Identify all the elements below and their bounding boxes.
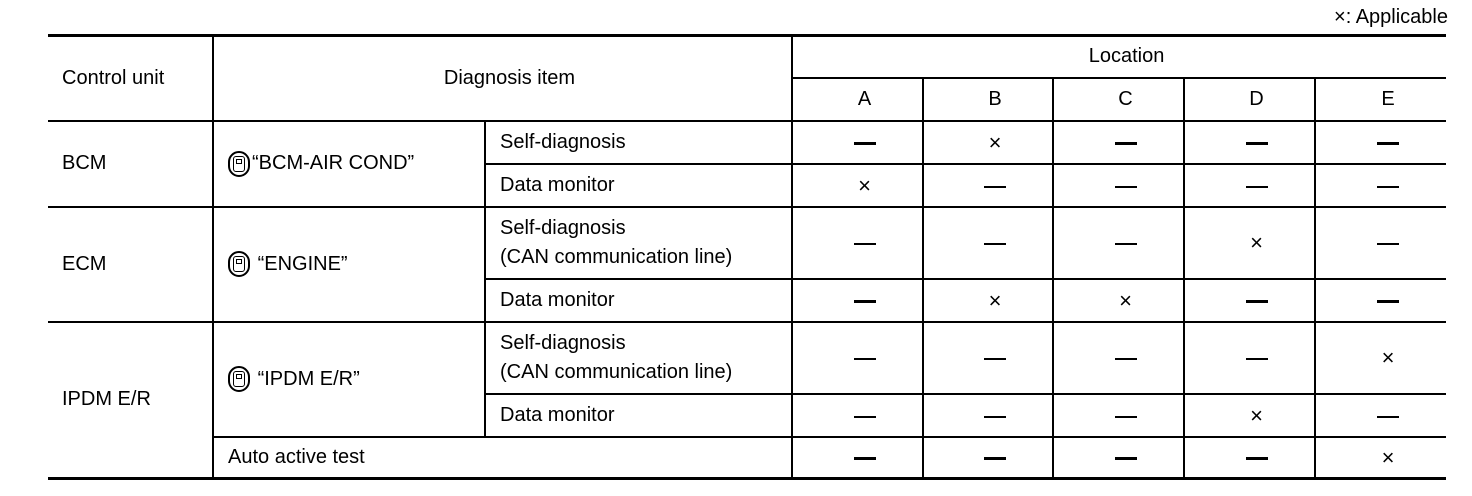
not-applicable-dash (1115, 358, 1137, 360)
table-row (48, 437, 1446, 479)
not-applicable-dash (984, 416, 1006, 418)
not-applicable-dash (854, 142, 876, 145)
mark-cell (1053, 207, 1184, 279)
applicable-mark: × (1250, 402, 1263, 428)
consult-tool-icon (228, 251, 250, 277)
mark-cell (792, 121, 923, 164)
diag-item-line: (CAN communication line) (500, 360, 733, 383)
diag-item-ecm-self-diagnosis (485, 207, 792, 279)
mark-cell (923, 207, 1053, 279)
header-location-d: D (1184, 78, 1315, 121)
not-applicable-dash (1246, 300, 1268, 303)
mark-cell (1184, 437, 1315, 479)
mark-cell (792, 207, 923, 279)
consult-item-ecm (213, 207, 485, 322)
not-applicable-dash (984, 186, 1006, 188)
mark-cell (1184, 394, 1315, 437)
applicable-mark: × (1381, 444, 1395, 470)
control-unit-bcm: BCM (48, 121, 213, 207)
applicable-mark: × (1250, 230, 1263, 255)
applicable-mark: × (1119, 287, 1132, 313)
header-control-unit: Control unit (48, 36, 213, 121)
mark-cell (923, 121, 1053, 164)
header-location: Location (792, 36, 1446, 78)
not-applicable-dash (854, 358, 876, 360)
not-applicable-dash (1246, 186, 1268, 188)
mark-cell (1184, 164, 1315, 207)
not-applicable-dash (1115, 243, 1137, 245)
applicable-mark: × (858, 172, 871, 198)
applicable-mark: × (1381, 345, 1395, 370)
not-applicable-dash (1377, 142, 1399, 145)
header-row-1 (48, 36, 1446, 78)
not-applicable-dash (1115, 142, 1137, 145)
mark-cell (792, 394, 923, 437)
consult-item-bcm-label: “BCM-AIR COND” (252, 152, 415, 174)
table-row (48, 121, 1446, 164)
diag-item-ipdm-data-monitor: Data monitor (485, 394, 792, 437)
not-applicable-dash (1246, 358, 1268, 360)
mark-cell (792, 322, 923, 394)
mark-cell (923, 394, 1053, 437)
not-applicable-dash (1377, 416, 1399, 418)
mark-cell (1053, 164, 1184, 207)
mark-cell (1315, 164, 1446, 207)
not-applicable-dash (1377, 186, 1399, 188)
not-applicable-dash (854, 300, 876, 303)
header-diagnosis-item: Diagnosis item (213, 36, 792, 121)
diag-item-ipdm-self-diagnosis (485, 322, 792, 394)
table-row (48, 207, 1446, 279)
not-applicable-dash (854, 243, 876, 245)
mark-cell (1315, 121, 1446, 164)
mark-cell (1315, 437, 1446, 479)
consult-item-ecm-label: “ENGINE” (257, 252, 348, 275)
applicable-mark: × (988, 129, 1002, 155)
mark-cell (1315, 322, 1446, 394)
mark-cell (1315, 394, 1446, 437)
applicable-mark: × (988, 287, 1002, 313)
mark-cell (1184, 121, 1315, 164)
consult-item-ipdm-label: “IPDM E/R” (257, 367, 360, 390)
diag-item-bcm-self-diagnosis: Self-diagnosis (485, 121, 792, 164)
diag-item-bcm-data-monitor: Data monitor (485, 164, 792, 207)
mark-cell (1053, 394, 1184, 437)
consult-tool-icon (228, 151, 250, 177)
not-applicable-dash (984, 358, 1006, 360)
mark-cell (1053, 121, 1184, 164)
not-applicable-dash (984, 243, 1006, 245)
diagnosis-location-table (48, 34, 1446, 480)
mark-cell (1184, 279, 1315, 322)
mark-cell (923, 322, 1053, 394)
header-location-b: B (923, 78, 1053, 121)
applicable-legend: ×: Applicable (1334, 6, 1448, 28)
control-unit-ecm: ECM (48, 207, 213, 322)
not-applicable-dash (1115, 186, 1137, 188)
mark-cell (1315, 279, 1446, 322)
not-applicable-dash (1115, 457, 1137, 460)
diag-item-line: (CAN communication line) (500, 245, 733, 268)
consult-tool-icon (228, 366, 250, 392)
mark-cell (792, 279, 923, 322)
table-row (48, 322, 1446, 394)
diag-item-ecm-data-monitor: Data monitor (485, 279, 792, 322)
control-unit-ipdm: IPDM E/R (48, 322, 213, 479)
header-location-c: C (1053, 78, 1184, 121)
diag-item-line: Self-diagnosis (500, 216, 626, 239)
not-applicable-dash (984, 457, 1006, 460)
diag-item-ipdm-auto-active-test: Auto active test (213, 437, 792, 479)
mark-cell (923, 437, 1053, 479)
mark-cell (1053, 437, 1184, 479)
mark-cell (923, 279, 1053, 322)
mark-cell (923, 164, 1053, 207)
header-location-e: E (1315, 78, 1446, 121)
mark-cell (792, 437, 923, 479)
not-applicable-dash (1246, 142, 1268, 145)
mark-cell (1184, 207, 1315, 279)
not-applicable-dash (1377, 243, 1399, 245)
diag-item-line: Self-diagnosis (500, 331, 626, 354)
mark-cell (1184, 322, 1315, 394)
not-applicable-dash (854, 416, 876, 418)
not-applicable-dash (1246, 457, 1268, 460)
not-applicable-dash (1377, 300, 1399, 303)
consult-item-ipdm (213, 322, 485, 437)
mark-cell (1053, 322, 1184, 394)
header-location-a: A (792, 78, 923, 121)
mark-cell (1053, 279, 1184, 322)
mark-cell (792, 164, 923, 207)
not-applicable-dash (854, 457, 876, 460)
not-applicable-dash (1115, 416, 1137, 418)
mark-cell (1315, 207, 1446, 279)
consult-item-bcm (213, 121, 485, 207)
